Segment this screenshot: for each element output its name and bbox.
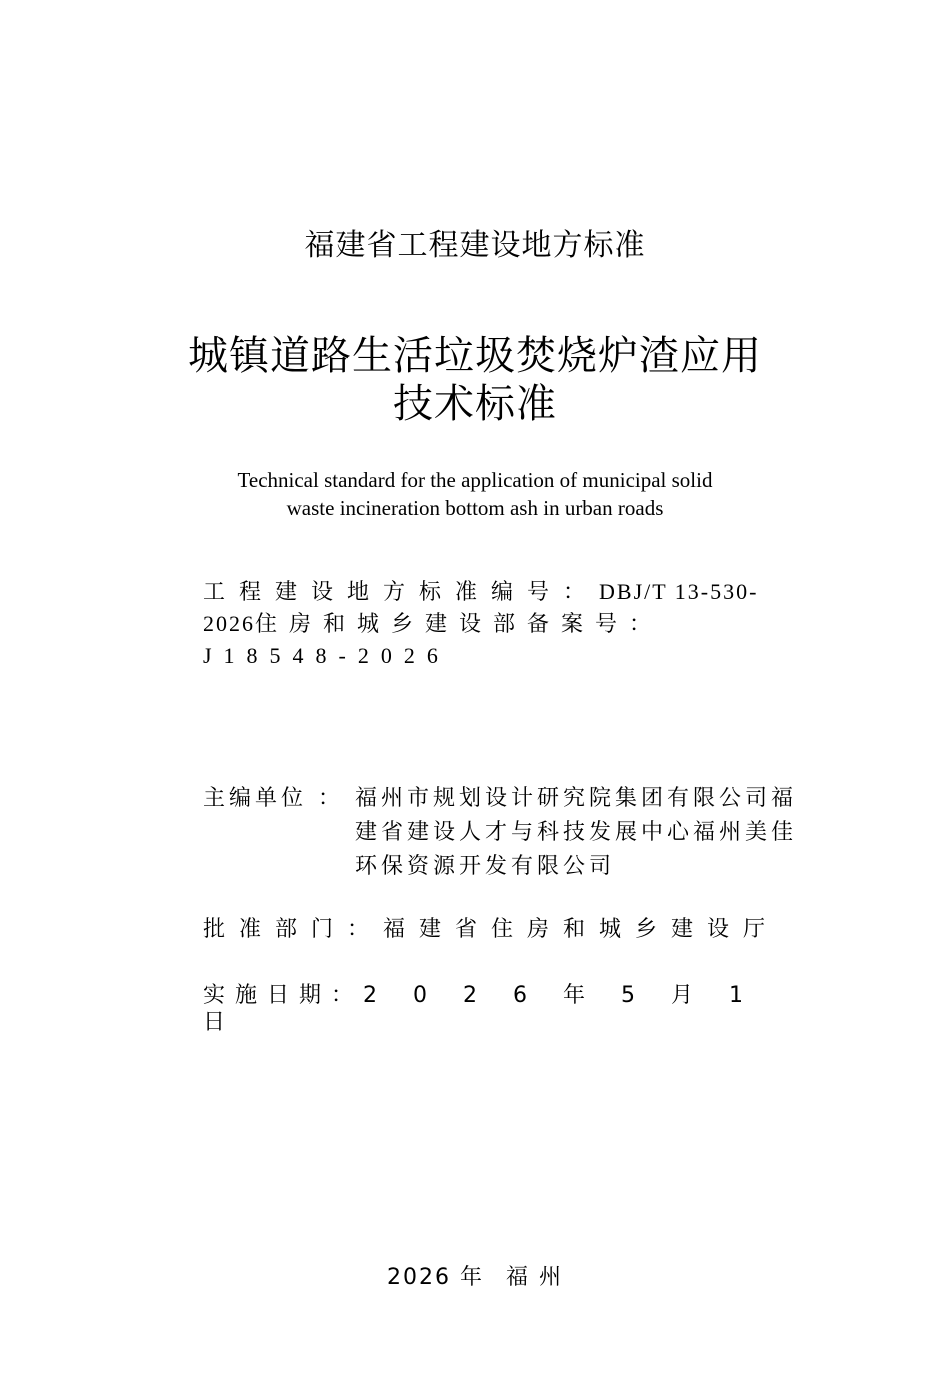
standard-number-value: DBJ/T 13-530-2026 [203, 579, 759, 636]
footer-year: 2026 年 [387, 1265, 484, 1290]
chief-editor-label: 主编单位 ： [203, 786, 344, 811]
main-title [0, 332, 950, 428]
footer-city: 福 州 [505, 1265, 563, 1290]
approval-value: 福建省住房和城乡建设厅 [383, 917, 780, 942]
effective-date-value: 2026年5月1日 [203, 983, 779, 1035]
english-title [180, 466, 770, 522]
standard-number-label: 工程建设地方标准编号： [203, 579, 600, 604]
effective-date-row [203, 982, 803, 1036]
english-title-line-2: waste incineration bottom ash in urban roads [286, 496, 664, 520]
standard-number-block [203, 576, 803, 672]
series-title: 福建省工程建设地方标准 [304, 228, 646, 263]
filing-number-label: 住房和城乡建设部备案号： [255, 611, 664, 636]
effective-date-label: 实施日期： [203, 983, 364, 1008]
footer [0, 1263, 950, 1293]
approval-row [203, 916, 803, 943]
main-title-line-1: 城镇道路生活垃圾焚烧炉渣应用 [188, 333, 762, 379]
filing-number-value: J18548-2026 [203, 643, 450, 668]
english-title-line-1: Technical standard for the application of municipal solid [237, 468, 713, 492]
approval-label: 批准部门： [203, 917, 384, 942]
main-title-line-2: 技术标准 [393, 381, 557, 427]
chief-editor-value: 福州市规划设计研究院集团有限公司福建省建设人才与科技发展中心福州美佳环保资源开发有限公司 [355, 786, 798, 879]
